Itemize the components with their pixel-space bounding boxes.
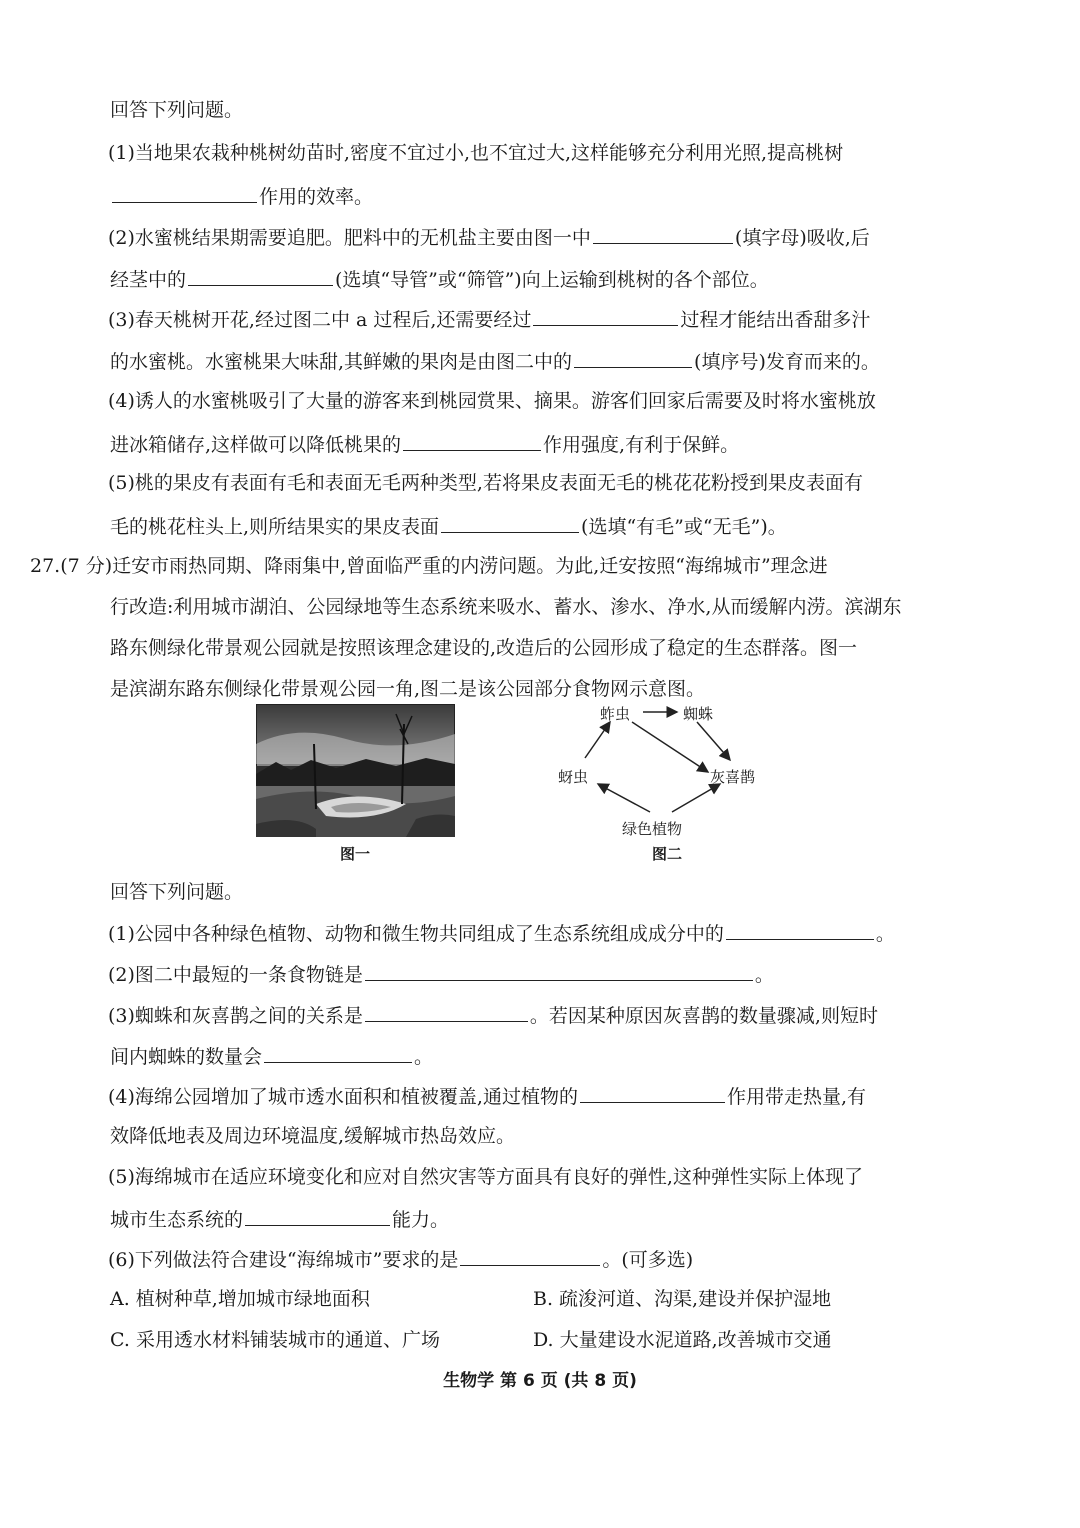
q27-sub1: (1)公园中各种绿色植物、动物和微生物共同组成了生态系统组成成分中的 。 <box>108 920 895 946</box>
q27-sub6: (6)下列做法符合建设“海绵城市”要求的是 。(可多选) <box>108 1246 693 1272</box>
answer-blank[interactable] <box>188 266 333 286</box>
arrow-plant-to-magpie <box>672 784 720 812</box>
q27-sub3-line2: 间内蜘蛛的数量会 。 <box>110 1043 433 1069</box>
q27-stem-line3: 路东侧绿化带景观公园就是按照该理念建设的,改造后的公园形成了稳定的生态群落。图一 <box>110 637 858 659</box>
q27-sub5-line2: 城市生态系统的 能力。 <box>110 1206 449 1232</box>
q26-part5-line1: (5)桃的果皮有表面有毛和表面无毛两种类型,若将果皮表面无毛的桃花花粉授到果皮表面有 <box>108 472 863 494</box>
q27-intro: 回答下列问题。 <box>110 881 244 903</box>
park-photo <box>256 704 455 837</box>
node-spider: 蜘蛛 <box>683 705 714 723</box>
node-aphid: 蚜虫 <box>558 768 589 786</box>
q26-part2-line2: 经茎中的 (选填“导管”或“筛管”)向上运输到桃树的各个部位。 <box>110 266 769 292</box>
q27-sub2: (2)图二中最短的一条食物链是 。 <box>108 961 774 987</box>
answer-blank[interactable] <box>245 1206 390 1226</box>
q26-part2-line1: (2)水蜜桃结果期需要追肥。肥料中的无机盐主要由图一中 (填字母)吸收,后 <box>108 224 870 250</box>
q27-stem-line2: 行改造:利用城市湖泊、公园绿地等生态系统来吸水、蓄水、渗水、净水,从而缓解内涝。滨湖东 <box>110 596 902 618</box>
arrow-spider-to-magpie <box>697 722 730 760</box>
q26-part3-line2: 的水蜜桃。水蜜桃果大味甜,其鲜嫩的果肉是由图二中的 (填序号)发育而来的。 <box>110 348 880 374</box>
answer-blank[interactable] <box>365 1002 528 1022</box>
q26-part1-line1: (1)当地果农栽种桃树幼苗时,密度不宜过小,也不宜过大,这样能够充分利用光照,提高桃树 <box>108 142 844 164</box>
food-web-diagram <box>550 700 770 850</box>
node-grasshopper: 蚱虫 <box>600 705 631 723</box>
answer-blank[interactable] <box>112 183 257 203</box>
q27-sub5-line1: (5)海绵城市在适应环境变化和应对自然灾害等方面具有良好的弹性,这种弹性实际上体现了 <box>108 1166 863 1188</box>
answer-blank[interactable] <box>264 1043 412 1063</box>
q27-sub4-line1: (4)海绵公园增加了城市透水面积和植被覆盖,通过植物的 作用带走热量,有 <box>108 1083 866 1109</box>
q26-part3-line1: (3)春天桃树开花,经过图二中 a 过程后,还需要经过 过程才能结出香甜多汁 <box>108 306 870 332</box>
figure1-caption: 图一 <box>340 845 371 863</box>
q26-part1-line2: 作用的效率。 <box>110 183 373 209</box>
answer-blank[interactable] <box>574 348 692 368</box>
arrow-plant-to-aphid <box>598 784 650 812</box>
option-b[interactable]: B. 疏浚河道、沟渠,建设并保护湿地 <box>533 1288 832 1310</box>
option-a[interactable]: A. 植树种草,增加城市绿地面积 <box>110 1288 370 1310</box>
option-c[interactable]: C. 采用透水材料铺装城市的通道、广场 <box>110 1329 440 1351</box>
answer-blank[interactable] <box>441 513 579 533</box>
q26-part5-line2: 毛的桃花柱头上,则所结果实的果皮表面 (选填“有毛”或“无毛”)。 <box>110 513 787 539</box>
arrow-aphid-to-grasshopper <box>585 722 610 758</box>
answer-blank[interactable] <box>460 1246 600 1266</box>
q27-sub3-line1: (3)蜘蛛和灰喜鹊之间的关系是 。若因某种原因灰喜鹊的数量骤减,则短时 <box>108 1002 878 1028</box>
answer-blank[interactable] <box>580 1083 725 1103</box>
q26-part4-line1: (4)诱人的水蜜桃吸引了大量的游客来到桃园赏果、摘果。游客们回家后需要及时将水蜜桃放 <box>108 390 876 412</box>
q26-part4-line2: 进冰箱储存,这样做可以降低桃果的 作用强度,有利于保鲜。 <box>110 431 739 457</box>
option-d[interactable]: D. 大量建设水泥道路,改善城市交通 <box>533 1329 832 1351</box>
figure2-caption: 图二 <box>652 845 683 863</box>
answer-blank[interactable] <box>726 920 874 940</box>
q26-intro: 回答下列问题。 <box>110 99 244 121</box>
page-footer: 生物学 第 6 页 (共 8 页) <box>443 1371 637 1391</box>
q27-stem-line1: 27.(7 分)迁安市雨热同期、降雨集中,曾面临严重的内涝问题。为此,迁安按照“海绵城市”理念进 <box>30 555 828 577</box>
node-green-plant: 绿色植物 <box>622 820 683 838</box>
node-magpie: 灰喜鹊 <box>710 768 756 786</box>
answer-blank[interactable] <box>533 306 678 326</box>
arrow-grasshopper-to-magpie <box>632 722 708 772</box>
q27-sub4-line2: 效降低地表及周边环境温度,缓解城市热岛效应。 <box>110 1125 516 1147</box>
answer-blank[interactable] <box>365 961 753 981</box>
q27-stem-line4: 是滨湖东路东侧绿化带景观公园一角,图二是该公园部分食物网示意图。 <box>110 678 706 700</box>
answer-blank[interactable] <box>593 224 733 244</box>
answer-blank[interactable] <box>403 431 541 451</box>
